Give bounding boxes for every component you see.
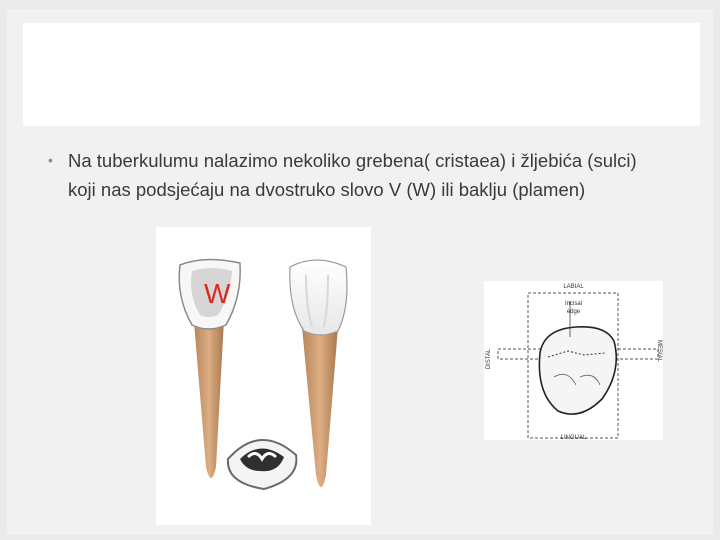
bullet-item (48, 146, 668, 204)
label-incisal: Incisal (564, 301, 583, 307)
teeth-illustration (156, 227, 371, 525)
label-edge: edge (566, 309, 581, 315)
bullet-icon: • (48, 152, 53, 168)
occlusal-tooth (228, 440, 297, 489)
tooth-cross-section-diagram (484, 281, 663, 440)
title-placeholder (23, 23, 700, 126)
label-lingual: LINGUAL (560, 435, 587, 440)
label-mesial: MESIAL (656, 339, 662, 363)
right-tooth (290, 260, 347, 487)
w-marker: W (204, 278, 231, 309)
bullet-text: Na tuberkulumu nalazimo nekoliko grebena( cristaea) i žljebića (sulci) koji nas podsjećaju na dvostruko slovo V (W) ili baklju (plamen) (68, 150, 637, 200)
label-distal: DISTAL (486, 348, 492, 370)
label-labial: LABIAL (563, 284, 584, 290)
